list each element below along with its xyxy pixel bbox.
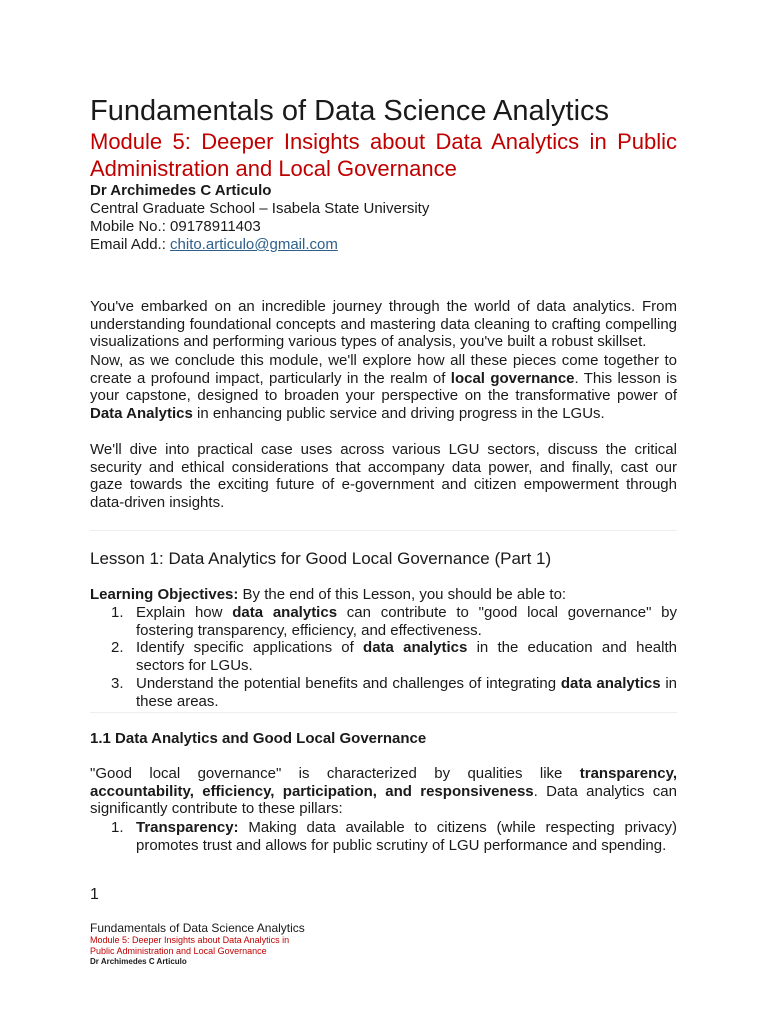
pillars-list [90, 819, 677, 854]
bold-term: transparency, accountability, efficiency, participation, and responsiveness [90, 765, 677, 800]
intro-paragraph-1: You've embarked on an incredible journey through the world of data analytics. From understanding foundational concepts and mastering data cleaning to crafting compelling visualizations and performing various types of analysis, you've built a robust skillset. [90, 298, 677, 351]
list-text: Identify specific applications of [136, 639, 364, 657]
bold-term: Data Analytics [90, 405, 193, 423]
list-text: Understand the potential benefits and challenges of integrating [136, 674, 561, 692]
objectives-intro-text: By the end of this Lesson, you should be able to: [238, 586, 567, 603]
divider [90, 530, 677, 531]
bold-term: data analytics [232, 604, 338, 621]
intro-text: in enhancing public service and driving progress in the LGUs. [192, 405, 605, 423]
intro-text: Now, as we conclude this module, we'll explore how all these pieces come together to create a profound impact, particularly in the realm of [90, 352, 677, 387]
lesson-heading: Lesson 1: Data Analytics for Good Local Governance (Part 1) [90, 549, 552, 568]
list-text: in these areas. [136, 674, 678, 710]
divider [90, 712, 677, 713]
email-link[interactable]: chito.articulo@gmail.com [170, 236, 338, 253]
list-number: 2. [111, 639, 124, 657]
author-name: Dr Archimedes C Articulo [90, 182, 272, 199]
list-number: 1. [111, 604, 124, 621]
list-item [90, 604, 677, 639]
bold-term: data analytics [560, 674, 661, 692]
bold-term: data analytics [363, 639, 468, 657]
footer [90, 921, 305, 967]
list-number: 1. [111, 819, 124, 836]
section-paragraph [90, 765, 677, 818]
intro-paragraph-3: We'll dive into practical case uses across various LGU sectors, discuss the critical security and ethical considerations that accompany data power, and finally, cast our gaze towards the exciting future of e-government and citizen empowerment through data-driven insights. [90, 441, 677, 512]
section-heading: 1.1 Data Analytics and Good Local Governance [90, 730, 427, 747]
school-line: Central Graduate School – Isabela State University [90, 200, 430, 217]
section-text: "Good local governance" is characterized by qualities like [90, 765, 580, 782]
footer-module-line-2: Public Administration and Local Governance [90, 946, 267, 956]
email-line [90, 236, 338, 254]
bold-term: Transparency: [136, 819, 239, 836]
objectives-list [90, 604, 677, 710]
objectives-label: Learning Objectives: [90, 586, 239, 603]
document-title: Fundamentals of Data Science Analytics [90, 95, 610, 127]
footer-module-line-1: Module 5: Deeper Insights about Data Analytics in [90, 935, 290, 945]
list-item [90, 819, 677, 854]
list-text: Making data available to citizens (while respecting privacy) promotes trust and allows for public scrutiny of LGU performance and spending. [136, 819, 677, 854]
list-text: in the education and health sectors for LGUs. [136, 639, 677, 675]
footer-author: Dr Archimedes C Articulo [90, 957, 187, 966]
intro-paragraph-2 [90, 352, 677, 423]
email-label: Email Add.: [90, 236, 171, 253]
list-text: Explain how [136, 604, 233, 621]
mobile-line: Mobile No.: 09178911403 [90, 218, 261, 235]
footer-title: Fundamentals of Data Science Analytics [90, 921, 305, 935]
list-text: can contribute to "good local governance" by fostering transparency, efficiency, and effectiveness. [136, 604, 678, 639]
list-item [90, 639, 677, 674]
bold-term: local governance [450, 369, 575, 387]
module-title: Module 5: Deeper Insights about Data Analytics in Public Administration and Local Governance [90, 129, 677, 181]
list-item [90, 675, 677, 710]
intro-text: . This lesson is your capstone, designed to broaden your perspective on the transformative power of [90, 369, 677, 405]
section-text: . Data analytics can significantly contribute to these pillars: [90, 782, 677, 818]
list-number: 3. [111, 674, 124, 692]
objectives-intro [90, 586, 677, 604]
page-number: 1 [90, 886, 99, 903]
